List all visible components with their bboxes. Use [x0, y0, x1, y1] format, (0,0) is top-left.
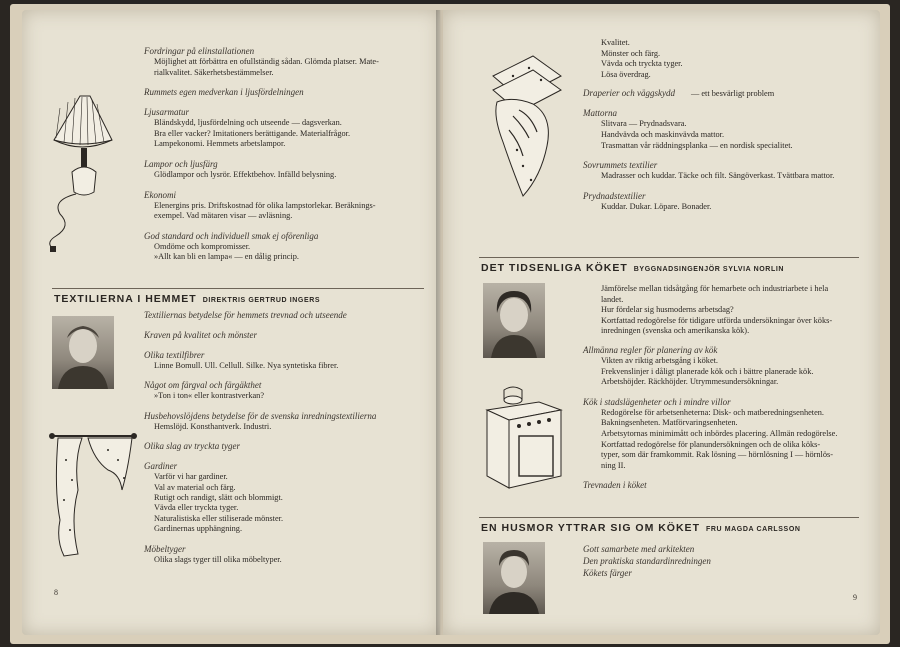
portrait-photo-ingers — [52, 316, 114, 389]
item-line: Redogörelse för arbetsenheterna: Disk- och matberedningsenheten. — [601, 407, 825, 417]
item-line: Lampekonomi. Hemmets arbetslampor. — [154, 139, 286, 149]
portrait-photo-norlin — [483, 283, 545, 358]
section-rule — [52, 288, 424, 289]
item-line: ning II. — [601, 460, 626, 470]
item-line: inredningen (svenska och amerikanska kök). — [601, 326, 750, 336]
item-line: Vävda eller tryckta tyger. — [154, 503, 239, 513]
item-line: Lösa överdrag. — [601, 69, 651, 79]
item-heading: Kök i stadslägenheter och i mindre villor — [583, 396, 731, 407]
section-author: DIREKTRIS GERTRUD INGERS — [202, 297, 321, 304]
item-line: Olika slags tyger till olika möbeltyper. — [154, 554, 282, 564]
item-heading: Lampor och ljusfärg — [144, 159, 218, 169]
item-heading: God standard och individuell smak ej oförenliga — [144, 230, 319, 241]
item-line: Madrasser och kuddar. Täcke och filt. Sängöverkast. Tvättbara mattor. — [601, 171, 835, 181]
item-line: Arbetshöjder. Räckhöjder. Utrymmesundersökningar. — [601, 377, 779, 387]
item-line: Omdöme och kompromisser. — [154, 241, 251, 251]
item-line: »Allt kan bli en lampa« — en dålig princip. — [154, 252, 299, 262]
item-heading: Prydnadstextilier — [583, 190, 646, 201]
item-line: Bakningsenheten. Matförvaringsenheten. — [601, 418, 738, 428]
item-heading: Ekonomi — [144, 189, 176, 200]
item-heading: Textiliernas betydelse för hemmets trevnad och utseende — [144, 310, 347, 320]
item-line: Rutigt och randigt, slätt och blommigt. — [154, 493, 283, 502]
item-line: Vikten av riktig arbetsgång i köket. — [601, 356, 719, 365]
item-heading: Gardiner — [144, 461, 178, 472]
section-author: FRU MAGDA CARLSSON — [705, 526, 801, 533]
item-heading: Kraven på kvalitet och mönster — [144, 330, 257, 340]
stove-illustration — [479, 380, 569, 490]
item-line: Glödlampor och lysrör. Effektbehov. Infälld belysning. — [154, 170, 337, 179]
item-line: Gardinernas upphängning. — [154, 524, 243, 534]
item-line: Kuddar. Dukar. Löpare. Bonader. — [601, 201, 712, 211]
item-heading: Fordringar på elinstallationen — [144, 46, 255, 56]
item-heading: Gott samarbete med arkitekten — [583, 544, 695, 554]
section-author: BYGGNADSINGENJÖR SYLVIA NORLIN — [633, 266, 785, 273]
item-line: Elenergins pris. Driftskostnad för olika lampstorlekar. Beräknings- — [154, 200, 376, 210]
lamp-illustration — [42, 88, 132, 258]
item-line: Mönster och färg. — [601, 48, 661, 58]
curtain-illustration — [48, 430, 138, 560]
item-line: »Ton i ton« eller kontrastverkan? — [154, 391, 265, 401]
item-heading: Husbehovslöjdens betydelse för de svenska inredningstextilierna — [144, 410, 377, 421]
item-heading: Något om färgval och färgäkthet — [144, 380, 262, 391]
section-title-koket: DET TIDSENLIGA KÖKET BYGGNADSINGENJÖR SYLVIA NORLIN — [481, 262, 785, 274]
item-line: Bra eller vacker? Imitationers berättigande. Materialfrågor. — [154, 128, 351, 138]
item-line: Kvalitet. — [601, 38, 630, 47]
item-line: Naturalistiska eller stiliserade mönster. — [154, 513, 284, 523]
section-rule — [479, 517, 859, 518]
item-line: landet. — [601, 294, 624, 304]
item-heading: Ljusarmatur — [144, 107, 190, 118]
section-title-husmor: EN HUSMOR YTTRAR SIG OM KÖKET FRU MAGDA CARLSSON — [481, 522, 801, 534]
item-line: Kortfattad redogörelse för tidigare utförda undersökningar över köks- — [601, 315, 833, 325]
portrait-photo-carlsson — [483, 542, 545, 614]
item-line: Varför vi har gardiner. — [154, 472, 228, 482]
page-number-right: 9 — [853, 593, 857, 602]
item-heading: Den praktiska standardinredningen — [583, 556, 711, 566]
item-line: Hur fördelar sig husmoderns arbetsdag? — [601, 305, 734, 315]
item-line: exempel. Vad mätaren visar — avläsning. — [154, 211, 293, 221]
item-line: Arbetsytornas minimimått och inbördes placering. Allmän redogörelse. — [601, 429, 838, 438]
cushions-illustration — [483, 46, 583, 206]
item-line: Möjlighet att förbättra en ofullständig sådan. Glömda platser. Mate- — [154, 57, 379, 66]
item-line: Jämförelse mellan tidsåtgång för hemarbete och industriarbete i hela — [601, 284, 829, 293]
item-heading: Trevnaden i köket — [583, 480, 647, 491]
item-heading: Rummets egen medverkan i ljusfördelningen — [144, 87, 304, 98]
item-heading: Olika textilfibrer — [144, 350, 205, 360]
right-page — [443, 10, 880, 635]
item-line: Handvävda och maskinvävda mattor. — [601, 130, 725, 139]
item-line: rialkvalitet. Säkerhetsbestämmelser. — [154, 67, 274, 77]
item-line: Linne Bomull. Ull. Cellull. Silke. Nya syntetiska fibrer. — [154, 361, 339, 370]
item-line: Bländskydd, ljusfördelning och utseende — dagsverkan. — [154, 118, 342, 128]
item-heading: Draperier och väggskydd — [583, 88, 675, 99]
page-number-left: 8 — [54, 588, 58, 597]
item-heading: Kökets färger — [583, 568, 632, 578]
left-page — [22, 10, 440, 635]
section-rule — [479, 257, 859, 258]
item-line: Frekvenslinjer i dåligt planerade kök och i bättre planerade kök. — [601, 366, 814, 376]
item-line: typer, som där framkommit. Rak lösning — hörnlösning I — hörnlös- — [601, 450, 833, 460]
item-heading: Sovrummets textilier — [583, 160, 658, 171]
item-line: Slitvara — Prydnadsvara. — [601, 119, 687, 129]
item-heading-tail: — ett besvärligt problem — [691, 89, 775, 99]
item-line: Vävda och tryckta tyger. — [601, 59, 683, 69]
item-line: Kortfattad redogörelse för planundersökningen och de olika köks- — [601, 439, 821, 449]
item-heading: Olika slag av tryckta tyger — [144, 441, 240, 452]
item-heading: Möbeltyger — [144, 543, 186, 554]
item-heading: Mattorna — [583, 108, 618, 119]
section-title-textilierna: TEXTILIERNA I HEMMET DIREKTRIS GERTRUD INGERS — [54, 293, 321, 305]
item-line: Val av material och färg. — [154, 482, 236, 492]
item-line: Trasmattan vår räddningsplanka — en nordisk specialitet. — [601, 140, 793, 150]
item-heading: Allmänna regler för planering av kök — [583, 345, 718, 355]
item-line: Hemslöjd. Konsthantverk. Industri. — [154, 421, 272, 431]
